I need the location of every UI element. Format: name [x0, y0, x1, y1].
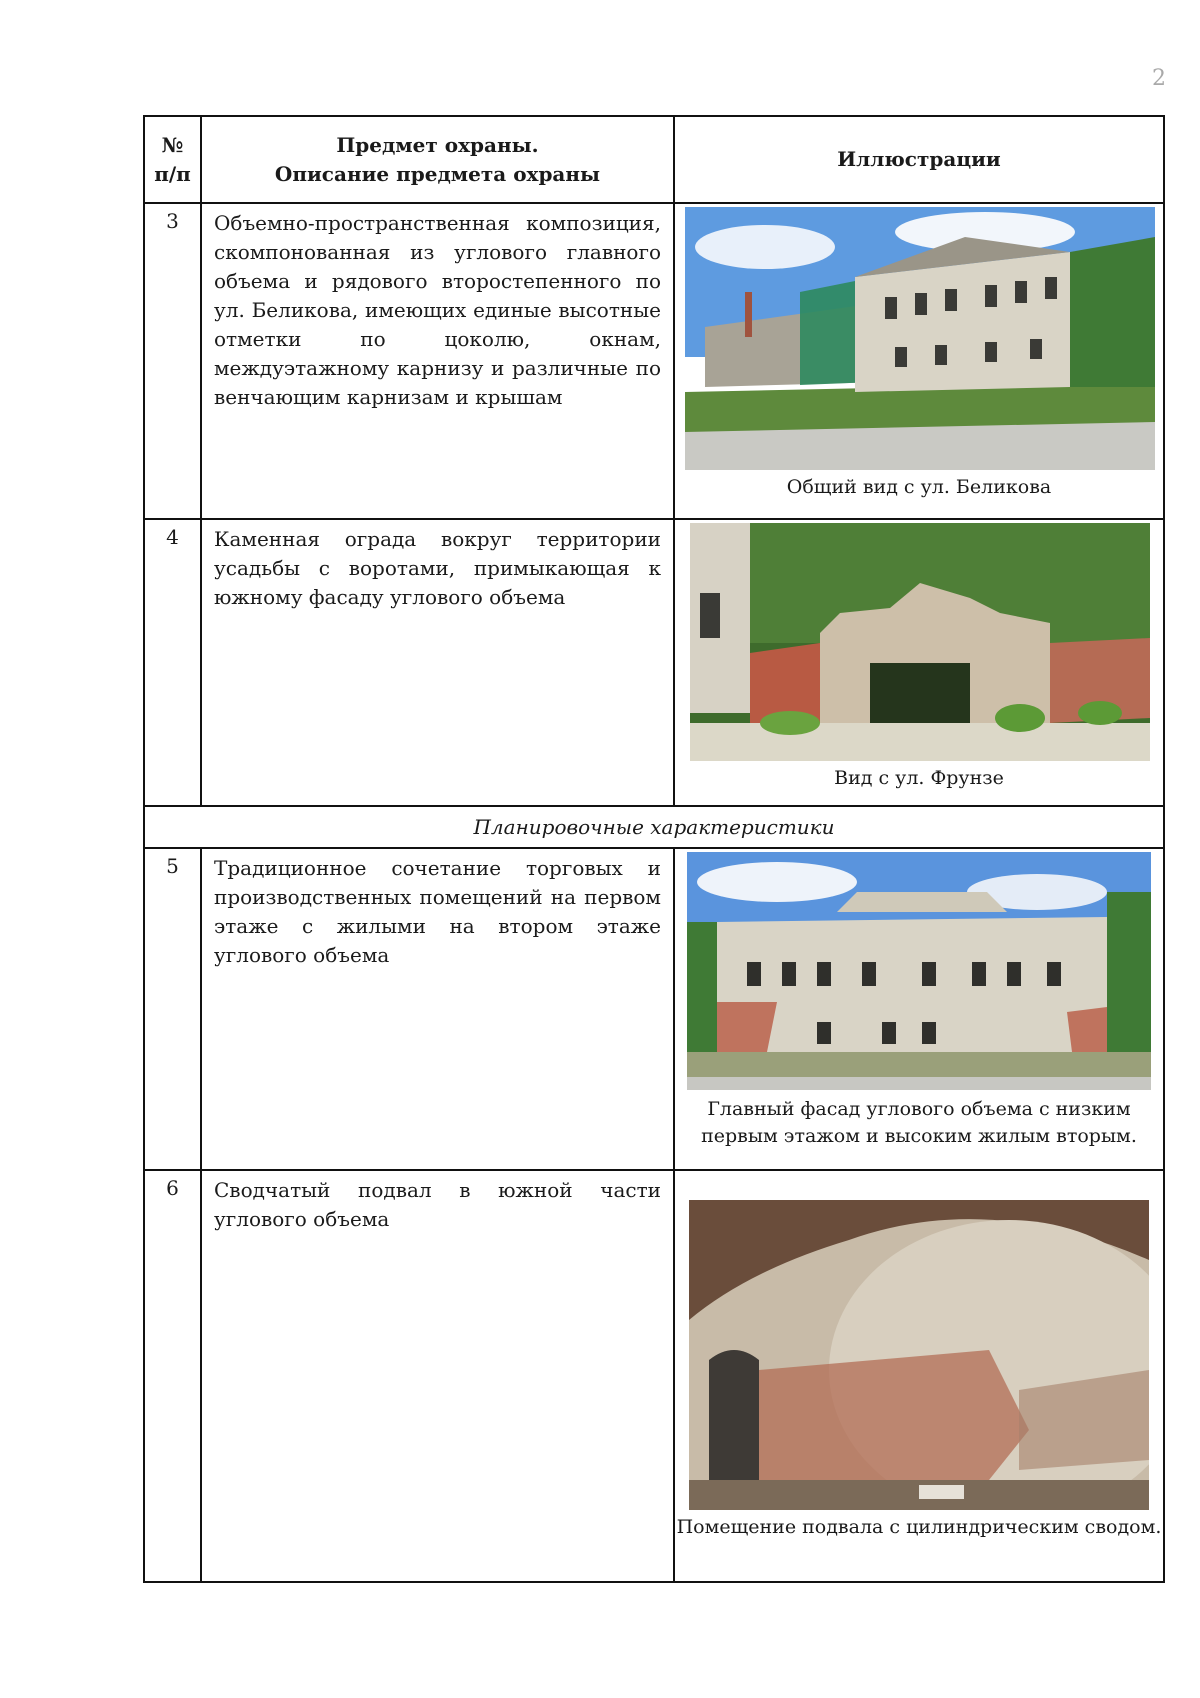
protection-table [143, 115, 1165, 1583]
row-number: 3 [145, 204, 202, 518]
photo-caption: Общий вид с ул. Беликова [786, 476, 1052, 498]
table-row [145, 1171, 1163, 1581]
table-row [145, 204, 1163, 520]
row-description: Сводчатый подвал в южной части углового объема [202, 1171, 675, 1581]
header-number [145, 117, 202, 202]
row-number: 5 [145, 849, 202, 1169]
row-description: Каменная ограда вокруг территории усадьбы с воротами, примыкающая к южному фасаду углового объема [202, 520, 675, 805]
row-description: Традиционное сочетание торговых и производственных помещений на первом этаже с жилыми на втором этаже углового объема [202, 849, 675, 1169]
header-number-line1: № [161, 132, 184, 157]
photo-caption: Помещение подвала с цилиндрическим сводом. [676, 1516, 1162, 1538]
row-number: 4 [145, 520, 202, 805]
row-description: Объемно-пространственная композиция, скомпонованная из углового главного объема и рядового второстепенного по ул. Беликова, имеющих единые высотные отметки по цоколю, окнам, междуэтажному карнизу и различные по венчающим карнизам и крышам [202, 204, 675, 518]
caption-line: Главный фасад углового объема с низким [707, 1098, 1131, 1120]
photo-caption: Вид с ул. Фрунзе [834, 767, 1004, 789]
row-number: 6 [145, 1171, 202, 1581]
row-illustration [675, 849, 1163, 1169]
header-description [202, 117, 675, 202]
caption-line: первым этажом и высоким жилым вторым. [701, 1125, 1137, 1147]
row-illustration [675, 204, 1163, 518]
header-number-line2: п/п [154, 161, 191, 186]
page-number: 2 [1152, 66, 1166, 91]
photo-caption [675, 1096, 1163, 1150]
header-description-line2: Описание предмета охраны [274, 161, 601, 186]
row-illustration [675, 1171, 1163, 1581]
building-corner-photo [685, 207, 1155, 470]
fence-gate-photo [690, 523, 1150, 761]
main-facade-photo [687, 852, 1151, 1090]
header-illustrations: Иллюстрации [837, 147, 1001, 171]
section-title: Планировочные характеристики [473, 815, 835, 839]
table-row [145, 520, 1163, 807]
vaulted-basement-photo [689, 1200, 1149, 1510]
header-description-line1: Предмет охраны. [336, 132, 539, 157]
row-illustration [675, 520, 1163, 805]
section-heading-row [145, 807, 1163, 849]
table-header-row [145, 117, 1163, 204]
table-row [145, 849, 1163, 1171]
